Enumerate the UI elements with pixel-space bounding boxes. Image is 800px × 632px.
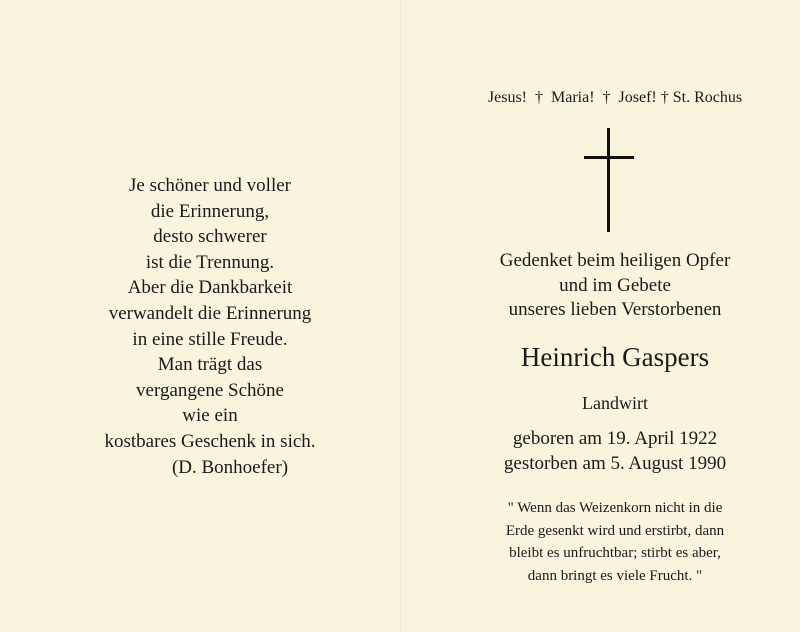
intro-line: und im Gebete [559,274,671,296]
poem-block [60,173,360,480]
intro-text [460,249,770,323]
poem-line: wie ein [182,405,238,427]
invocation-josef: Josef! [618,89,657,106]
quote-line: " Wenn das Weizenkorn nicht in die [507,500,723,516]
poem-line: kostbares Geschenk in sich. [104,430,316,452]
invocation-rochus: St. Rochus [672,89,743,106]
invocation-jesus: Jesus! [487,89,527,106]
poem-line: verwandelt die Erinnerung [108,302,312,324]
poem-line: vergangene Schöne [136,379,284,401]
intro-line: Gedenket beim heiligen Opfer [499,250,731,271]
poem-line: in eine stille Freude. [132,328,288,350]
card-fold [400,0,401,632]
invocation-maria: Maria! [551,89,595,106]
birth-date: geboren am 19. April 1922 [512,428,718,449]
dagger-icon: † [660,89,669,106]
quote-line: Erde gesenkt wird und erstirbt, dann [505,522,725,539]
poem-line: die Erinnerung, [150,200,270,222]
deceased-name: Heinrich Gaspers [520,342,710,372]
quote-line: dann bringt es viele Frucht. " [527,567,703,584]
cross-icon [584,128,634,232]
dagger-icon: † [535,89,543,106]
memorial-text [460,0,770,632]
poem-line: desto schwerer [153,226,267,248]
occupation: Landwirt [582,393,648,413]
poem-line: Je schöner und voller [129,175,291,196]
bible-quote [460,497,770,587]
invocation-line [460,89,770,107]
poem-line: ist die Trennung. [145,251,275,273]
intro-line: unseres lieben Verstorbenen [508,299,722,320]
death-date: gestorben am 5. August 1990 [503,452,727,474]
quote-line: bleibt es unfruchtbar; stirbt es aber, [509,545,721,561]
life-dates [460,427,770,476]
poem-line: Aber die Dankbarkeit [127,277,293,299]
dagger-icon: † [602,89,611,106]
poem-attribution: (D. Bonhoefer) [171,456,289,478]
poem-line: Man trägt das [157,354,263,376]
